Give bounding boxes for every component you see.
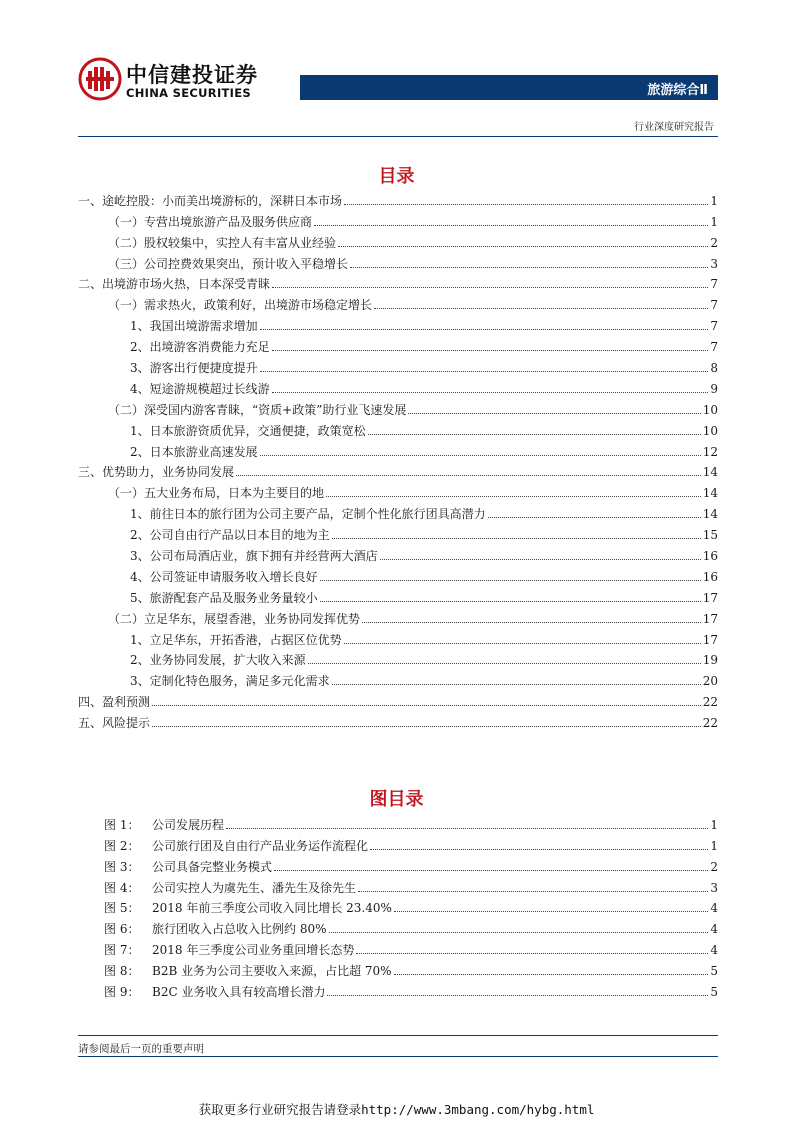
- toc-entry-label: 1、立足华东，开拓香港，占据区位优势: [130, 632, 342, 647]
- dot-leader: [260, 454, 701, 456]
- toc-entry-page: 7: [710, 298, 718, 313]
- toc-entry[interactable]: [78, 521, 718, 542]
- toc-entry-page: 14: [702, 465, 718, 480]
- toc-entry[interactable]: [78, 396, 718, 417]
- dot-leader: [152, 725, 701, 727]
- dot-leader: [274, 869, 708, 871]
- toc-entry-label: （三）公司控费效果突出，预计收入平稳增长: [108, 256, 349, 271]
- dot-leader: [326, 495, 701, 497]
- dot-leader: [332, 537, 701, 539]
- toc-entry-label: 四、盈利预测: [78, 695, 151, 710]
- toc-entry-page: 2: [710, 235, 718, 250]
- figure-entry-page: 1: [710, 838, 718, 853]
- toc-entry-page: 19: [702, 653, 718, 668]
- toc-entry-page: 8: [710, 361, 718, 376]
- figure-entry-page: 4: [710, 901, 718, 916]
- toc-entry-page: 7: [710, 340, 718, 355]
- toc-entry[interactable]: [78, 229, 718, 250]
- figure-entry[interactable]: [78, 895, 718, 916]
- toc-entry-page: 17: [702, 632, 718, 647]
- toc-entry[interactable]: [78, 354, 718, 375]
- toc-entry-page: 10: [702, 423, 718, 438]
- toc-entry-label: 4、公司签证申请服务收入增长良好: [130, 569, 318, 584]
- toc-entry-label: （二）立足华东，展望香港，业务协同发挥优势: [108, 611, 361, 626]
- footer-divider: [78, 1035, 718, 1036]
- figure-number: 图 1：: [104, 817, 140, 832]
- toc-title: 目录: [378, 166, 415, 187]
- dot-leader: [356, 952, 708, 954]
- figure-entry[interactable]: [78, 874, 718, 895]
- toc-entry[interactable]: [78, 333, 718, 354]
- dot-leader: [314, 224, 708, 226]
- toc-entry-page: 17: [702, 611, 718, 626]
- dot-leader: [394, 910, 708, 912]
- toc-entry-page: 20: [702, 674, 718, 689]
- toc-entry[interactable]: [78, 500, 718, 521]
- figure-list-title: 图目录: [369, 789, 424, 810]
- toc-entry[interactable]: [78, 626, 718, 647]
- dot-leader: [344, 642, 701, 644]
- toc-entry-label: 1、前往日本的旅行团为公司主要产品，定制个性化旅行团具高潜力: [130, 507, 486, 522]
- toc-entry[interactable]: [78, 291, 718, 312]
- figure-entry-page: 5: [710, 985, 718, 1000]
- toc-entry[interactable]: [78, 187, 718, 208]
- dot-leader: [488, 516, 701, 518]
- figure-entry-page: 1: [710, 817, 718, 832]
- category-banner: [300, 75, 718, 100]
- dot-leader: [327, 994, 708, 996]
- dot-leader: [152, 704, 701, 706]
- dot-leader: [380, 558, 701, 560]
- dot-leader: [370, 848, 708, 850]
- dot-leader: [374, 307, 708, 309]
- dot-leader: [332, 683, 701, 685]
- figure-number: 图 5：: [104, 901, 140, 916]
- figure-title: 旅行团收入占总收入比例约 80%: [152, 922, 327, 937]
- toc-entry-label: 1、日本旅游资质优异，交通便捷，政策宽松: [130, 423, 366, 438]
- figure-entry-text: [104, 943, 356, 957]
- brand-name-en: CHINA SECURITIES: [126, 86, 251, 100]
- toc-entry-page: 22: [702, 695, 718, 710]
- toc-entry-label: 2、日本旅游业高速发展: [130, 444, 258, 459]
- figure-entry-text: [104, 964, 394, 978]
- toc-entry[interactable]: [78, 479, 718, 500]
- toc-entry[interactable]: [78, 271, 718, 292]
- brand-name-cn: 中信建投证券: [126, 63, 258, 87]
- figure-title: B2B 业务为公司主要收入来源，占比超 70%: [152, 964, 392, 979]
- figure-entry-text: [104, 839, 370, 853]
- figure-entry-text: [104, 901, 394, 915]
- toc-entry-label: 三、优势助力，业务协同发展: [78, 465, 235, 480]
- toc-entry-label: 3、游客出行便捷度提升: [130, 361, 258, 376]
- figure-entry[interactable]: [78, 978, 718, 999]
- figure-title: 2018 年三季度公司业务重回增长态势: [152, 943, 355, 958]
- figure-entry[interactable]: [78, 832, 718, 853]
- toc-entry-page: 12: [702, 444, 718, 459]
- toc-entry-page: 7: [710, 277, 718, 292]
- toc-entry-label: （一）专营出境旅游产品及服务供应商: [108, 214, 313, 229]
- toc-entry[interactable]: [78, 647, 718, 668]
- toc-entry-page: 14: [702, 507, 718, 522]
- figure-list: [78, 811, 718, 999]
- figure-entry[interactable]: [78, 915, 718, 936]
- figure-title: 2018 年前三季度公司收入同比增长 23.40%: [152, 901, 392, 916]
- toc-entry[interactable]: [78, 605, 718, 626]
- toc-entry[interactable]: [78, 208, 718, 229]
- toc-entry[interactable]: [78, 542, 718, 563]
- toc-entry-label: 2、公司自由行产品以日本目的地为主: [130, 528, 330, 543]
- toc-entry-label: 五、风险提示: [78, 716, 151, 731]
- toc-entry-label: 1、我国出境游需求增加: [130, 319, 258, 334]
- figure-entry[interactable]: [78, 957, 718, 978]
- figure-entry-text: [104, 922, 329, 936]
- toc-entry-label: 3、公司布局酒店业，旗下拥有并经营两大酒店: [130, 549, 378, 564]
- figure-title: B2C 业务收入具有较高增长潜力: [152, 985, 326, 1000]
- toc-entry[interactable]: [78, 667, 718, 688]
- dot-leader: [338, 245, 708, 247]
- dot-leader: [260, 370, 709, 372]
- dot-leader: [308, 662, 701, 664]
- figure-entry-text: [104, 881, 358, 895]
- dot-leader: [272, 391, 709, 393]
- toc-entry-label: （二）深受国内游客青睐，“资质+政策”助行业飞速发展: [108, 402, 407, 417]
- toc-entry-label: 3、定制化特色服务，满足多元化需求: [130, 674, 330, 689]
- toc-entry-page: 16: [702, 549, 718, 564]
- dot-leader: [358, 890, 708, 892]
- dot-leader: [272, 286, 708, 288]
- figure-title: 公司具备完整业务模式: [152, 859, 273, 874]
- header-divider: [78, 136, 718, 137]
- figure-number: 图 7：: [104, 943, 140, 958]
- toc-entry-page: 15: [702, 528, 718, 543]
- dot-leader: [350, 266, 708, 268]
- china-securities-logo-icon: [78, 57, 122, 101]
- dot-leader: [408, 412, 700, 414]
- figure-entry-page: 4: [710, 922, 718, 937]
- dot-leader: [320, 600, 701, 602]
- figure-number: 图 3：: [104, 859, 140, 874]
- toc-entry[interactable]: [78, 459, 718, 480]
- dot-leader: [226, 827, 708, 829]
- toc-entry-page: 3: [710, 256, 718, 271]
- figure-entry-text: [104, 860, 274, 874]
- figure-entry[interactable]: [78, 811, 718, 832]
- download-note[interactable]: 获取更多行业研究报告请登录http://www.3mbang.com/hybg.html: [198, 1102, 595, 1117]
- dot-leader: [260, 328, 709, 330]
- report-type: 行业深度研究报告: [634, 122, 714, 133]
- figure-title: 公司实控人为虞先生、潘先生及徐先生: [152, 880, 357, 895]
- dot-leader: [236, 474, 701, 476]
- figure-entry-page: 5: [710, 964, 718, 979]
- figure-entry-text: [104, 818, 226, 832]
- toc-entry-page: 9: [710, 381, 718, 396]
- toc-entry[interactable]: [78, 312, 718, 333]
- toc-entry[interactable]: [78, 438, 718, 459]
- toc-entry-page: 10: [702, 402, 718, 417]
- figure-number: 图 8：: [104, 964, 140, 979]
- toc-entry[interactable]: [78, 709, 718, 730]
- figure-entry-page: 3: [710, 880, 718, 895]
- toc-list: [78, 187, 718, 730]
- toc-entry-page: 17: [702, 590, 718, 605]
- toc-entry[interactable]: [78, 417, 718, 438]
- toc-entry-page: 7: [710, 319, 718, 334]
- dot-leader: [320, 579, 701, 581]
- toc-entry-label: 一、途屹控股：小而美出境游标的，深耕日本市场: [78, 193, 343, 208]
- toc-entry-page: 16: [702, 569, 718, 584]
- toc-entry[interactable]: [78, 563, 718, 584]
- brand-logo: [78, 57, 258, 103]
- figure-entry[interactable]: [78, 936, 718, 957]
- figure-entry[interactable]: [78, 853, 718, 874]
- toc-entry-page: 1: [710, 214, 718, 229]
- dot-leader: [272, 349, 709, 351]
- footer-divider-2: [78, 1056, 718, 1057]
- figure-number: 图 2：: [104, 838, 140, 853]
- figure-number: 图 9：: [104, 985, 140, 1000]
- toc-entry[interactable]: [78, 250, 718, 271]
- dot-leader: [394, 973, 709, 975]
- toc-entry-page: 14: [702, 486, 718, 501]
- toc-entry-label: （一）五大业务布局，日本为主要目的地: [108, 486, 325, 501]
- toc-entry-page: 1: [710, 193, 718, 208]
- dot-leader: [368, 433, 701, 435]
- dot-leader: [362, 621, 701, 623]
- toc-entry[interactable]: [78, 375, 718, 396]
- figure-number: 图 6：: [104, 922, 140, 937]
- dot-leader: [344, 203, 708, 205]
- figure-title: 公司发展历程: [152, 817, 225, 832]
- toc-entry-label: 2、业务协同发展，扩大收入来源: [130, 653, 306, 668]
- figure-entry-page: 4: [710, 943, 718, 958]
- toc-entry-label: 二、出境游市场火热，日本深受青睐: [78, 277, 271, 292]
- dot-leader: [329, 931, 709, 933]
- toc-entry-label: 4、短途游规模超过长线游: [130, 381, 270, 396]
- toc-entry-label: （一）需求热火，政策利好，出境游市场稳定增长: [108, 298, 373, 313]
- toc-entry-page: 22: [702, 716, 718, 731]
- figure-number: 图 4：: [104, 880, 140, 895]
- toc-entry-label: 2、出境游客消费能力充足: [130, 340, 270, 355]
- toc-entry-label: 5、旅游配套产品及服务业务量较小: [130, 590, 318, 605]
- figure-title: 公司旅行团及自由行产品业务运作流程化: [152, 838, 369, 853]
- figure-entry-page: 2: [710, 859, 718, 874]
- toc-entry[interactable]: [78, 584, 718, 605]
- category-label: 旅游综合Ⅱ: [647, 83, 708, 98]
- figure-entry-text: [104, 985, 327, 999]
- toc-entry[interactable]: [78, 688, 718, 709]
- disclaimer-note: 请参阅最后一页的重要声明: [78, 1043, 204, 1055]
- toc-entry-label: （二）股权较集中，实控人有丰富从业经验: [108, 235, 337, 250]
